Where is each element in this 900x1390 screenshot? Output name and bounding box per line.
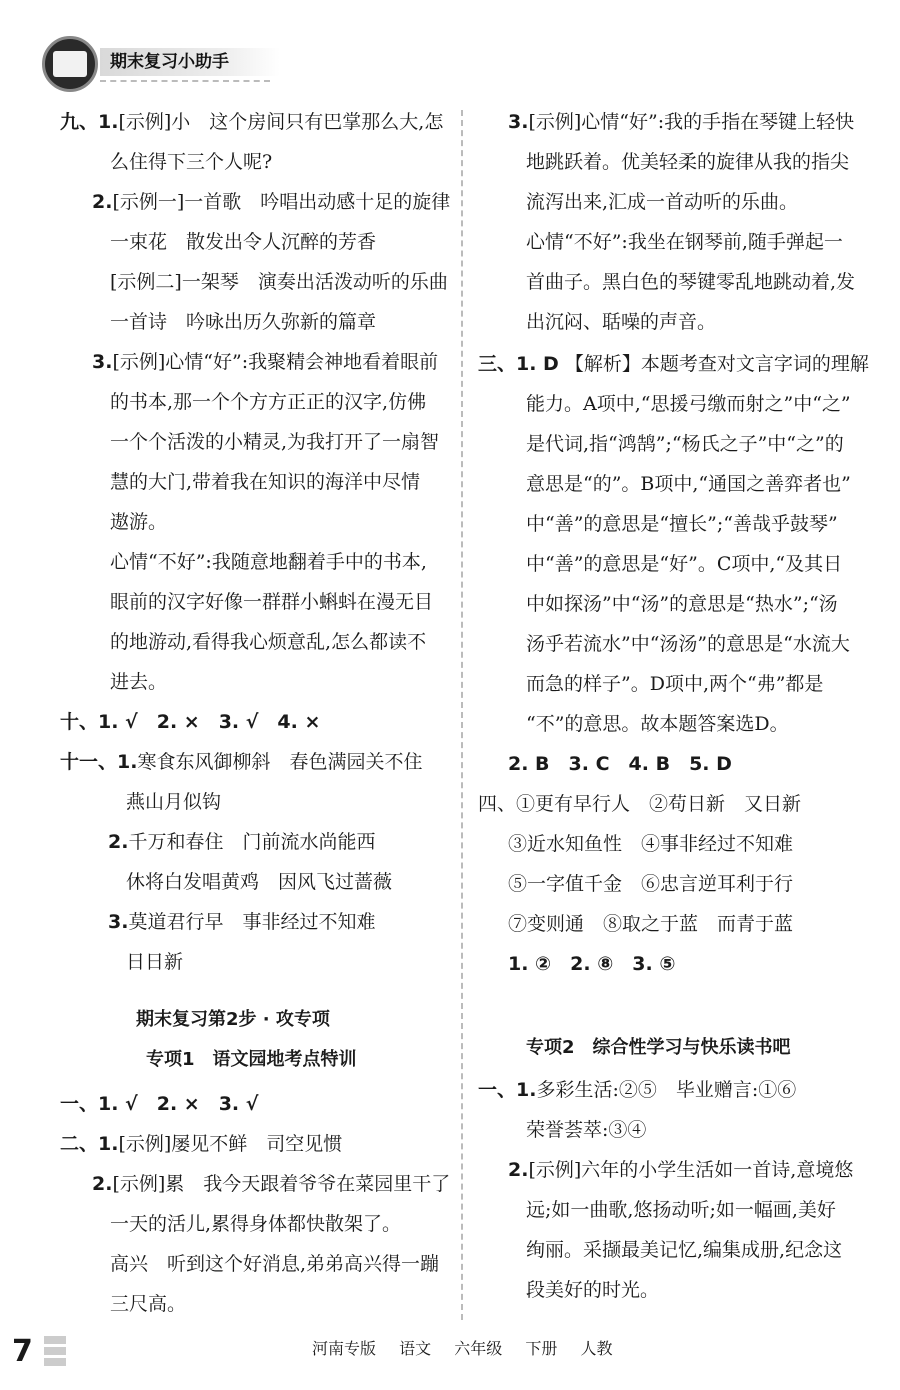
- answer-line: 一个个活泼的小精灵,为我打开了一扇智: [110, 431, 440, 453]
- answer-line: 意思是“的”。B项中,“通国之善弈者也”: [526, 473, 851, 495]
- answer-line: 能力。A项中,“思援弓缴而射之”中“之”: [526, 393, 851, 415]
- footer-term: 下册: [525, 1339, 558, 1358]
- answer-line: 遨游。: [110, 511, 168, 533]
- answer-line: 一束花 散发出令人沉醉的芳香: [110, 231, 377, 253]
- answer-line: “不”的意思。故本题答案选D。: [526, 713, 789, 735]
- subsection-title: 专项1 语文园地考点特训: [146, 1049, 357, 1070]
- answer-line: 首曲子。黑白色的琴键零乱地跳动着,发: [526, 271, 856, 293]
- answer-line: ⑦变则通 ⑧取之于蓝 而青于蓝: [508, 913, 794, 935]
- answer-line: 而急的样子”。D项中,两个“弗”都是: [526, 673, 824, 695]
- answer-line: 2.[示例]累 我今天跟着爷爷在菜园里干了: [92, 1173, 451, 1195]
- answer-line: 十一、1.寒食东风御柳斜 春色满园关不住: [60, 751, 423, 773]
- answer-line: 中如探汤”中“汤”的意思是“热水”;“汤: [526, 593, 838, 615]
- answer-line: 休将白发唱黄鸡 因风飞过蔷薇: [126, 871, 393, 893]
- answer-line: 一、1.多彩生活:②⑤ 毕业赠言:①⑥: [478, 1079, 797, 1101]
- answer-line: 三、1. D 【解析】本题考查对文言字词的理解: [478, 353, 869, 375]
- answer-line: 心情“不好”:我坐在钢琴前,随手弹起一: [526, 231, 843, 253]
- answer-line: 绚丽。采撷最美记忆,编集成册,纪念这: [526, 1239, 843, 1261]
- footer-subject: 语文: [399, 1339, 432, 1358]
- answer-line: 进去。: [110, 671, 168, 693]
- footer-info: [312, 1336, 630, 1359]
- answer-line: 十、1. √ 2. × 3. √ 4. ×: [60, 711, 321, 733]
- answer-line: 2. B 3. C 4. B 5. D: [508, 753, 732, 775]
- subsection-title: 专项2 综合性学习与快乐读书吧: [526, 1037, 791, 1058]
- answer-line: ③近水知鱼性 ④事非经过不知难: [508, 833, 794, 855]
- answer-line: 一天的活儿,累得身体都快散架了。: [110, 1213, 402, 1235]
- answer-line: 3.莫道君行早 事非经过不知难: [108, 911, 376, 933]
- answer-line: 燕山月似钩: [126, 791, 222, 813]
- answer-line: 出沉闷、聒噪的声音。: [526, 311, 717, 333]
- answer-line: 一、1. √ 2. × 3. √: [60, 1093, 259, 1115]
- answer-line: 一首诗 吟咏出历久弥新的篇章: [110, 311, 377, 333]
- answer-line: 远;如一曲歌,悠扬动听;如一幅画,美好: [526, 1199, 836, 1221]
- header-banner: 期末复习小助手: [100, 48, 280, 76]
- answer-line: 二、1.[示例]屡见不鲜 司空见惯: [60, 1133, 343, 1155]
- answer-line: 日日新: [126, 951, 184, 973]
- answer-line: 中“善”的意思是“擅长”;“善哉乎鼓琴”: [526, 513, 838, 535]
- answer-line: 中“善”的意思是“好”。C项中,“及其日: [526, 553, 843, 575]
- answer-line: 么住得下三个人呢?: [110, 151, 273, 173]
- answer-line: 2.[示例一]一首歌 吟唱出动感十足的旋律: [92, 191, 451, 213]
- answer-line: 四、①更有早行人 ②苟日新 又日新: [478, 793, 802, 815]
- footer-decoration: [44, 1336, 66, 1369]
- answer-line: 高兴 听到这个好消息,弟弟高兴得一蹦: [110, 1253, 440, 1275]
- footer-grade: 六年级: [454, 1339, 503, 1358]
- answer-line: 1. ② 2. ⑧ 3. ⑤: [508, 953, 676, 975]
- answer-line: 的书本,那一个个方方正正的汉字,仿佛: [110, 391, 427, 413]
- footer-publisher: 人教: [580, 1339, 613, 1358]
- answer-line: 2.千万和春住 门前流水尚能西: [108, 831, 376, 853]
- answer-line: ⑤一字值千金 ⑥忠言逆耳利于行: [508, 873, 794, 895]
- answer-line: 是代词,指“鸿鹄”;“杨氏之子”中“之”的: [526, 433, 844, 455]
- answer-line: 荣誉荟萃:③④: [526, 1119, 647, 1141]
- answer-line: 九、1.[示例]小 这个房间只有巴掌那么大,怎: [60, 111, 444, 133]
- answer-line: 地跳跃着。优美轻柔的旋律从我的指尖: [526, 151, 850, 173]
- section-title: 期末复习第2步 · 攻专项: [136, 1009, 330, 1030]
- answer-line: 流泻出来,汇成一首动听的乐曲。: [526, 191, 799, 213]
- answer-line: 3.[示例]心情“好”:我聚精会神地看着眼前: [92, 351, 439, 373]
- publisher-logo: [42, 36, 98, 92]
- answer-line: 心情“不好”:我随意地翻着手中的书本,: [110, 551, 427, 573]
- answer-line: 慧的大门,带着我在知识的海洋中尽情: [110, 471, 421, 493]
- answer-line: [示例二]一架琴 演奏出活泼动听的乐曲: [110, 271, 448, 293]
- page-number: 7: [12, 1334, 33, 1369]
- column-divider: [461, 110, 463, 1320]
- answer-line: 的地游动,看得我心烦意乱,怎么都读不: [110, 631, 427, 653]
- answer-line: 3.[示例]心情“好”:我的手指在琴键上轻快: [508, 111, 855, 133]
- answer-line: 2.[示例]六年的小学生活如一首诗,意境悠: [508, 1159, 854, 1181]
- answer-line: 汤乎若流水”中“汤汤”的意思是“水流大: [526, 633, 850, 655]
- footer-edition: 河南专版: [312, 1339, 377, 1358]
- answer-line: 三尺高。: [110, 1293, 187, 1315]
- page-header: [42, 36, 282, 94]
- answer-line: 眼前的汉字好像一群群小蝌蚪在漫无目: [110, 591, 434, 613]
- header-rule: [100, 80, 270, 82]
- answer-line: 段美好的时光。: [526, 1279, 660, 1301]
